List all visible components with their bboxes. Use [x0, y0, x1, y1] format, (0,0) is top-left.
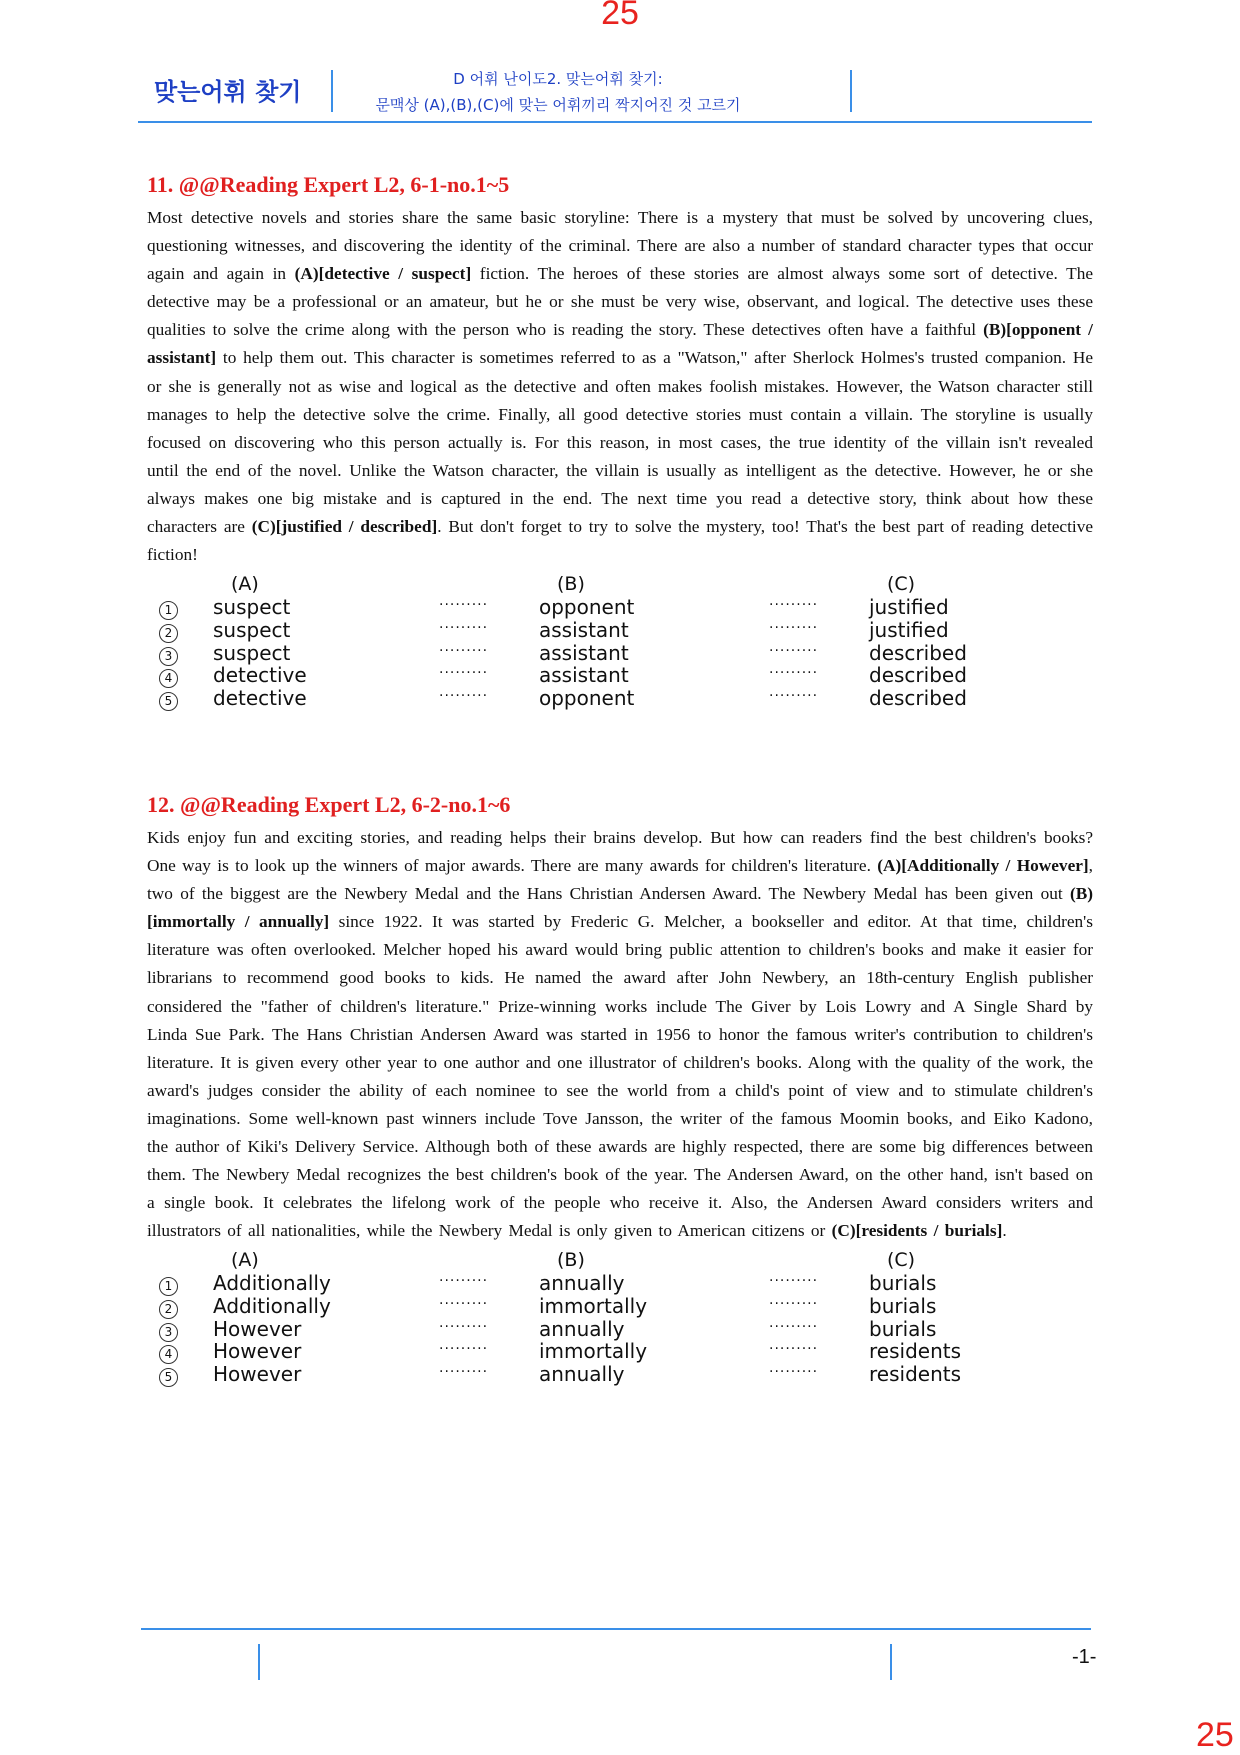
choice-c: burials — [869, 1294, 937, 1319]
choice-number — [159, 1271, 178, 1296]
column-header: (C) — [887, 573, 916, 596]
choice-number — [159, 1294, 178, 1319]
column-header: (B) — [557, 1249, 585, 1272]
choice-b: immortally — [539, 1339, 648, 1364]
dots-separator: ········· — [439, 687, 489, 704]
column-header: (B) — [557, 573, 585, 596]
blank-option: (B)[immortally / annually] — [147, 884, 1093, 932]
header-subtitle — [338, 66, 778, 118]
footer-divider-right — [890, 1644, 892, 1680]
dots-separator: ········· — [439, 1273, 489, 1290]
choice-b: annually — [539, 1316, 625, 1341]
choice-b: assistant — [539, 640, 629, 665]
choice-c: justified — [869, 595, 949, 620]
header-subtitle-line2: 문맥상 (A),(B),(C)에 맞는 어휘끼리 짝지어진 것 고르기 — [375, 96, 741, 114]
dots-separator: ········· — [769, 1273, 819, 1290]
page-header — [138, 60, 1102, 124]
choice-b: opponent — [539, 595, 635, 620]
question-passage — [147, 204, 1093, 569]
choice-b: annually — [539, 1362, 625, 1387]
passage-text: fiction. The heroes of these stories are almost always some sort of detective. The detective may be a professional or an amateur, but he or she must be very wise, observant, and logical. The detective uses these qualities to solve the crime along with the person who is reading the story. These detectives often have a faithful — [147, 264, 1093, 340]
choice-row[interactable] — [147, 1339, 1093, 1362]
choice-a: However — [213, 1316, 302, 1341]
choice-a: suspect — [213, 640, 291, 665]
choice-c: residents — [869, 1362, 962, 1387]
choice-row[interactable] — [147, 1271, 1093, 1294]
blank-option: (B)[opponent / assistant] — [147, 320, 1093, 368]
choice-number — [159, 686, 178, 711]
dots-separator: ········· — [769, 619, 819, 636]
choice-number — [159, 663, 178, 688]
footer-page-label: -1- — [1072, 1646, 1097, 1668]
choice-a: suspect — [213, 595, 291, 620]
circled-number: 2 — [159, 1300, 178, 1319]
choice-number — [159, 1317, 178, 1342]
choice-row[interactable] — [147, 595, 1093, 618]
dots-separator: ········· — [439, 1364, 489, 1381]
footer-rule — [141, 1628, 1091, 1630]
blank-option: (A)[Additionally / However] — [877, 856, 1089, 876]
choice-row[interactable] — [147, 686, 1093, 709]
choice-a: However — [213, 1339, 302, 1364]
header-divider-left — [331, 70, 333, 112]
choice-row[interactable] — [147, 1294, 1093, 1317]
page-number-top: 25 — [601, 0, 639, 32]
blank-option: (C)[justified / described] — [251, 517, 438, 537]
choice-c: burials — [869, 1271, 937, 1296]
column-header: (C) — [887, 1249, 916, 1272]
question-passage — [147, 824, 1093, 1245]
column-header: (A) — [231, 1249, 259, 1272]
choice-number — [159, 618, 178, 643]
passage-text: , two of the biggest are the Newbery Medal and the Hans Christian Andersen Award. The Newbery Medal has been given out — [147, 856, 1093, 904]
passage-text: Kids enjoy fun and exciting stories, and reading helps their brains develop. But how can readers find the best children's books? One way is to look up the winners of major awards. There are many awards for children's literature. — [147, 828, 1093, 876]
blank-option: (C)[residents / burials] — [831, 1221, 1003, 1241]
choice-b: opponent — [539, 685, 635, 710]
choice-c: burials — [869, 1316, 937, 1341]
dots-separator: ········· — [769, 665, 819, 682]
header-title: 맞는어휘 찾기 — [154, 78, 302, 106]
choice-b: immortally — [539, 1294, 648, 1319]
choice-header — [147, 1249, 1093, 1271]
question-title: 12. @@Reading Expert L2, 6-2-no.1~6 — [147, 792, 511, 817]
passage-text: to help them out. This character is sometimes referred to as a "Watson," after Sherlock Holmes's trusted companion. He or she is generally not as wise and logical as the detective and often makes foolish mistakes. However, the Watson character still manages to help the detective solve the crime. Finally, all good detective stories must contain a villain. The storyline is usually focused on discovering who this person actually is. For this reason, in most cases, the true identity of the villain isn't revealed until the end of the novel. Unlike the Watson character, the villain is usually as intelligent as the detective. However, he or she always makes one big mistake and is captured in the end. The next time you read a detective story, think about how these characters are — [147, 348, 1093, 537]
question-12 — [147, 792, 1093, 1385]
choice-number — [159, 1339, 178, 1364]
page-number-bottom: 25 — [1196, 1716, 1234, 1754]
choice-c: described — [869, 640, 967, 665]
choice-a: However — [213, 1362, 302, 1387]
choice-c: described — [869, 685, 967, 710]
circled-number: 4 — [159, 1345, 178, 1364]
choice-b: assistant — [539, 617, 629, 642]
circled-number: 1 — [159, 1277, 178, 1296]
passage-text: Most detective novels and stories share the same basic storyline: There is a mystery that must be solved by uncovering clues, questioning witnesses, and discovering the identity of the criminal. There are also a number of standard character types that occur again and again in — [147, 208, 1093, 284]
choice-header — [147, 573, 1093, 595]
circled-number: 3 — [159, 1323, 178, 1342]
choice-row[interactable] — [147, 1317, 1093, 1340]
question-11 — [147, 172, 1093, 709]
circled-number: 5 — [159, 1368, 178, 1387]
dots-separator: ········· — [439, 597, 489, 614]
choice-a: suspect — [213, 617, 291, 642]
dots-separator: ········· — [439, 1318, 489, 1335]
blank-option: (A)[detective / suspect] — [294, 264, 472, 284]
dots-separator: ········· — [769, 1341, 819, 1358]
choice-number — [159, 641, 178, 666]
choice-a: Additionally — [213, 1294, 331, 1319]
header-subtitle-line1: D 어휘 난이도2. 맞는어휘 찾기: — [453, 70, 663, 88]
dots-separator: ········· — [769, 1364, 819, 1381]
choice-c: described — [869, 663, 967, 688]
choice-a: detective — [213, 685, 307, 710]
choice-number — [159, 1362, 178, 1387]
choice-c: justified — [869, 617, 949, 642]
circled-number: 3 — [159, 647, 178, 666]
dots-separator: ········· — [439, 1296, 489, 1313]
answer-choices — [147, 573, 1093, 708]
dots-separator: ········· — [769, 597, 819, 614]
dots-separator: ········· — [769, 1296, 819, 1313]
circled-number: 4 — [159, 669, 178, 688]
choice-row[interactable] — [147, 641, 1093, 664]
dots-separator: ········· — [439, 665, 489, 682]
passage-text: . — [1002, 1221, 1007, 1241]
dots-separator: ········· — [439, 642, 489, 659]
choice-a: detective — [213, 663, 307, 688]
circled-number: 1 — [159, 601, 178, 620]
choice-row[interactable] — [147, 663, 1093, 686]
header-rule — [138, 121, 1092, 123]
dots-separator: ········· — [439, 1341, 489, 1358]
choice-row[interactable] — [147, 618, 1093, 641]
choice-b: annually — [539, 1271, 625, 1296]
choice-b: assistant — [539, 663, 629, 688]
header-divider-right — [850, 70, 852, 112]
question-title: 11. @@Reading Expert L2, 6-1-no.1~5 — [147, 172, 510, 197]
choice-number — [159, 595, 178, 620]
passage-text: . But don't forget to try to solve the mystery, too! That's the best part of reading detective fiction! — [147, 517, 1094, 565]
passage-text: since 1922. It was started by Frederic G. Melcher, a bookseller and editor. At that time, children's literature was often overlooked. Melcher hoped his award would bring public attention to children's books and make it easier for librarians to recommend good books to kids. He named the award after John Newbery, an 18th-century English publisher considered the "father of children's literature." Prize-winning works include The Giver by Lois Lowry and A Single Shard by Linda Sue Park. The Hans Christian Andersen Award was started in 1956 to honor the famous writer's contribution to children's literature. It is given every other year to one author and one illustrator of children's books. Along with the quality of the work, the award's judges consider the ability of each nominee to see the world from a child's point of view and to stimulate children's imaginations. Some well-known past winners include Tove Jansson, the writer of the famous Moomin books, and Eiko Kadono, the author of Kiki's Delivery Service. Although both of these awards are highly respected, there are some big differences between them. The Newbery Medal recognizes the best children's book of the year. The Andersen Award, on the other hand, isn't based on a single book. It celebrates the lifelong work of the people who receive it. Also, the Andersen Award considers writers and illustrators of all nationalities, while the Newbery Medal is only given to American citizens or — [147, 912, 1093, 1241]
dots-separator: ········· — [769, 1318, 819, 1335]
circled-number: 5 — [159, 692, 178, 711]
answer-choices — [147, 1249, 1093, 1387]
footer-divider-left — [258, 1644, 260, 1680]
dots-separator: ········· — [769, 642, 819, 659]
column-header: (A) — [231, 573, 259, 596]
choice-a: Additionally — [213, 1271, 331, 1296]
dots-separator: ········· — [439, 619, 489, 636]
choice-c: residents — [869, 1339, 962, 1364]
dots-separator: ········· — [769, 687, 819, 704]
circled-number: 2 — [159, 624, 178, 643]
choice-row[interactable] — [147, 1362, 1093, 1385]
